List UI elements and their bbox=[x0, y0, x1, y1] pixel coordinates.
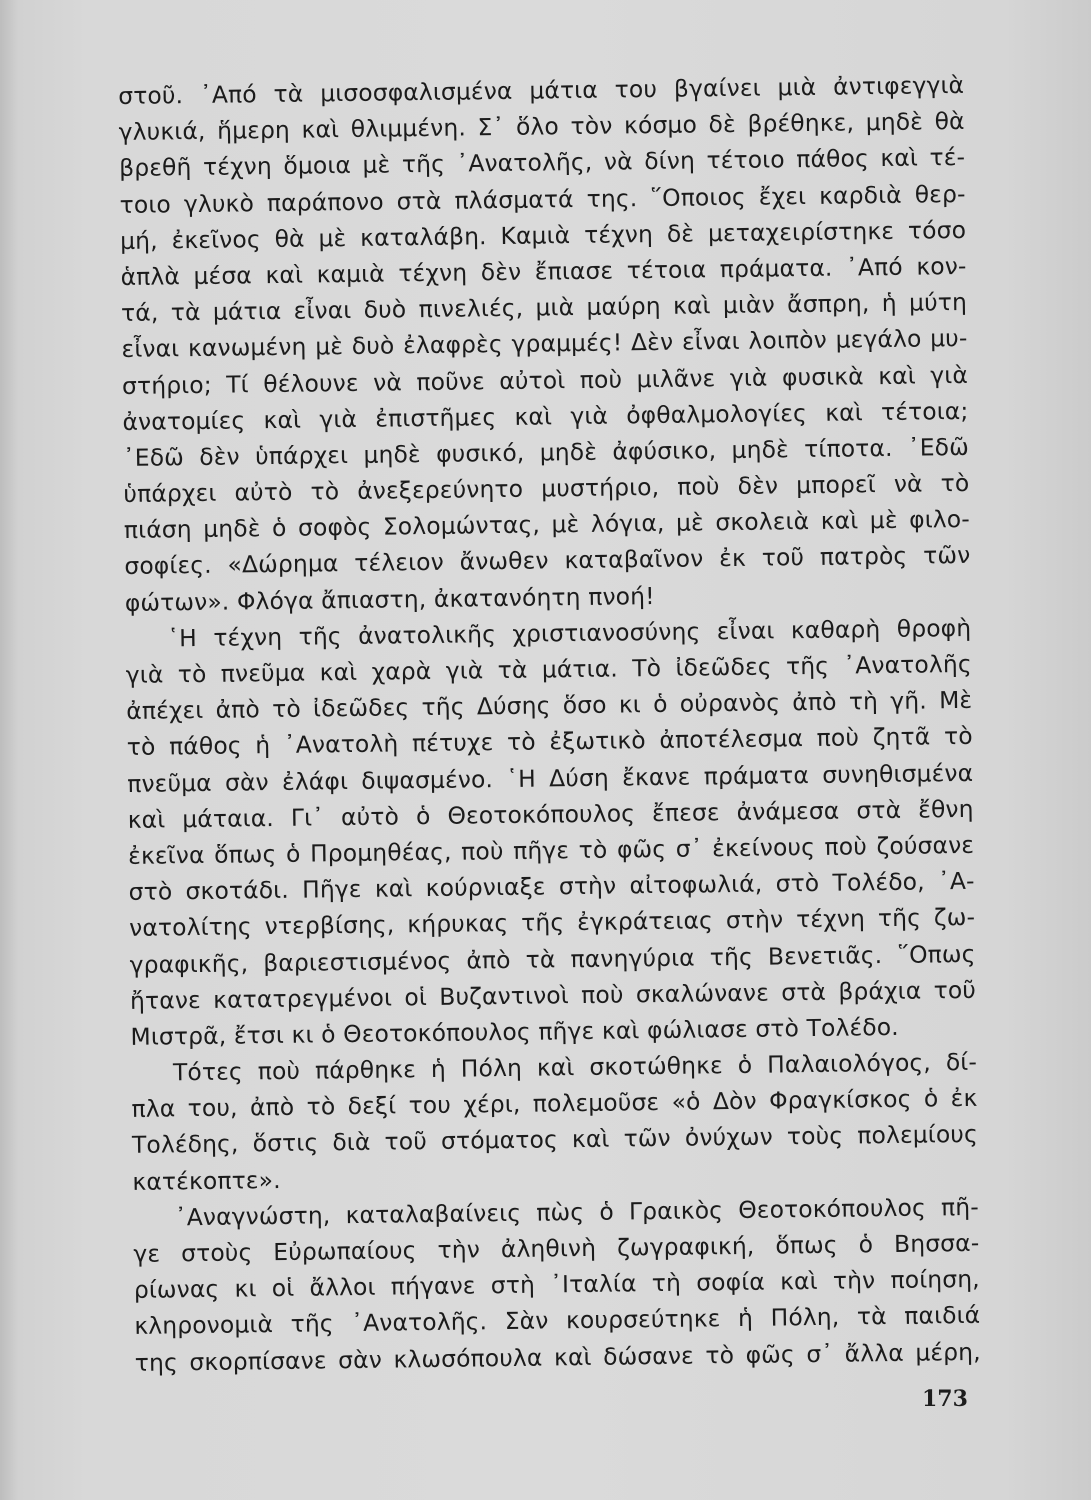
text-line: τὸ πάθος ἡ ᾿Ανατολὴ πέτυχε τὸ ἐξωτικὸ ἀποτέλεσμα ποὺ ζητᾶ τὸ bbox=[126, 722, 973, 762]
text-line: πλα του, ἀπὸ τὸ δεξί του χέρι, πολεμοῦσε «ὁ Δὸν Φραγκίσκος ὁ ἐκ bbox=[131, 1084, 978, 1124]
page-number: 173 bbox=[922, 1386, 968, 1412]
text-line: ἐκεῖνα ὅπως ὁ Προμηθέας, ποὺ πῆγε τὸ φῶς σ᾿ ἐκείνους ποὺ ζούσανε bbox=[127, 830, 975, 870]
text-line: πιάση μηδὲ ὁ σοφὸς Σολομώντας, μὲ λόγια, μὲ σκολειὰ καὶ μὲ φιλο- bbox=[123, 505, 971, 545]
text-line: κατέκοπτε». bbox=[132, 1165, 281, 1196]
text-line: ἀνατομίες καὶ γιὰ ἐπιστῆμες καὶ γιὰ ὀφθαλμολογίες καὶ τέτοια; bbox=[122, 396, 969, 436]
text-line: γλυκιά, ἥμερη καὶ θλιμμένη. Σ᾿ ὅλο τὸν κόσμο δὲ βρέθηκε, μηδὲ θὰ bbox=[118, 107, 965, 147]
text-line: ἁπλὰ μέσα καὶ καμιὰ τέχνη δὲν ἔπιασε τέτοια πράματα. ᾿Από κον- bbox=[120, 251, 967, 291]
text-line: γιὰ τὸ πνεῦμα καὶ χαρὰ γιὰ τὰ μάτια. Τὸ ἰδεῶδες τῆς ᾿Ανατολῆς bbox=[125, 649, 972, 689]
text-line: ἀπέχει ἀπὸ τὸ ἰδεῶδες τῆς Δύσης ὅσο κι ὁ οὐρανὸς ἀπὸ τὴ γῆ. Μὲ bbox=[126, 686, 973, 726]
text-line: καὶ μάταια. Γι᾿ αὐτὸ ὁ Θεοτοκόπουλος ἔπεσε ἀνάμεσα στὰ ἔθνη bbox=[127, 794, 974, 834]
text-line: φώτων». Φλόγα ἄπιαστη, ἀκατανόητη πνοή! bbox=[124, 581, 655, 617]
body-text bbox=[118, 67, 981, 1381]
text-line: βρεθῆ τέχνη ὅμοια μὲ τῆς ᾿Ανατολῆς, νὰ δίνη τέτοιο πάθος καὶ τέ- bbox=[118, 143, 966, 183]
text-line: ᾿Εδῶ δὲν ὑπάρχει μηδὲ φυσικό, μηδὲ ἀφύσικο, μηδὲ τίποτα. ᾿Εδῶ bbox=[122, 432, 970, 472]
text-line: νατολίτης ντερβίσης, κήρυκας τῆς ἐγκράτειας στὴν τέχνη τῆς ζω- bbox=[128, 903, 976, 943]
text-line: ῾Η τέχνη τῆς ἀνατολικῆς χριστιανοσύνης εἶναι καθαρὴ θροφὴ bbox=[167, 613, 972, 653]
text-line: Τότες ποὺ πάρθηκε ἡ Πόλη καὶ σκοτώθηκε ὁ Παλαιολόγος, δί- bbox=[172, 1047, 978, 1087]
text-line: εἶναι κανωμένη μὲ δυὸ ἐλαφρὲς γραμμές! Δὲν εἶναι λοιπὸν μεγάλο μυ- bbox=[121, 324, 968, 364]
text-line: τοιο γλυκὸ παράπονο στὰ πλάσματά της. ῞Οποιος ἔχει καρδιὰ θερ- bbox=[119, 179, 966, 219]
text-line: κληρονομιὰ τῆς ᾿Ανατολῆς. Σὰν κουρσεύτηκε ἡ Πόλη, τὰ παιδιά bbox=[134, 1301, 981, 1341]
text-line: στὸ σκοτάδι. Πῆγε καὶ κούρνιαξε στὴν αἰτοφωλιά, στὸ Τολέδο, ᾿Α- bbox=[128, 866, 975, 907]
text-line: γε στοὺς Εὐρωπαίους τὴν ἀληθινὴ ζωγραφική, ὅπως ὁ Βησσα- bbox=[133, 1228, 980, 1268]
text-line: πνεῦμα σὰν ἐλάφι διψασμένο. ῾Η Δύση ἔκανε πράματα συνηθισμένα bbox=[127, 758, 974, 798]
text-line: ὑπάρχει αὐτὸ τὸ ἀνεξερεύνητο μυστήριο, ποὺ δὲν μπορεῖ νὰ τὸ bbox=[123, 468, 970, 509]
text-line: στήριο; Τί θέλουνε νὰ ποῦνε αὐτοὶ ποὺ μιλᾶνε γιὰ φυσικὰ καὶ γιὰ bbox=[121, 360, 969, 400]
text-line: Μιστρᾶ, ἔτσι κι ὁ Θεοτοκόπουλος πῆγε καὶ φώλιασε στὸ Τολέδο. bbox=[130, 1012, 899, 1051]
text-line: ᾿Αναγνώστη, καταλαβαίνεις πὼς ὁ Γραικὸς Θεοτοκόπουλος πῆ- bbox=[174, 1192, 980, 1232]
text-line: της σκορπίσανε σὰν κλωσόπουλα καὶ δώσανε τὸ φῶς σ᾿ ἄλλα μέρη, bbox=[134, 1337, 981, 1377]
text-line: σοφίες. «Δώρημα τέλειον ἄνωθεν καταβαῖνον ἐκ τοῦ πατρὸς τῶν bbox=[124, 541, 971, 581]
text-line: ρίωνας κι οἱ ἄλλοι πήγανε στὴ ᾿Ιταλία τὴ σοφία καὶ τὴν ποίηση, bbox=[133, 1265, 980, 1305]
text-line: ἤτανε κατατρεγμένοι οἱ Βυζαντινοὶ ποὺ σκαλώνανε στὰ βράχια τοῦ bbox=[129, 975, 977, 1015]
text-line: στοῦ. ᾿Από τὰ μισοσφαλισμένα μάτια του βγαίνει μιὰ ἀντιφεγγιὰ bbox=[118, 70, 965, 110]
text-line: τά, τὰ μάτια εἶναι δυὸ πινελιές, μιὰ μαύρη καὶ μιὰν ἄσπρη, ἡ μύτη bbox=[120, 288, 968, 328]
text-line: Τολέδης, ὅστις διὰ τοῦ στόματος καὶ τῶν ὀνύχων τοὺς πολεμίους bbox=[131, 1120, 979, 1160]
text-line: γραφικῆς, βαριεστισμένος ἀπὸ τὰ πανηγύρια τῆς Βενετιᾶς. ῞Οπως bbox=[129, 939, 976, 979]
text-line: μή, ἐκεῖνος θὰ μὲ καταλάβη. Καμιὰ τέχνη δὲ μεταχειρίστηκε τόσο bbox=[119, 215, 967, 255]
